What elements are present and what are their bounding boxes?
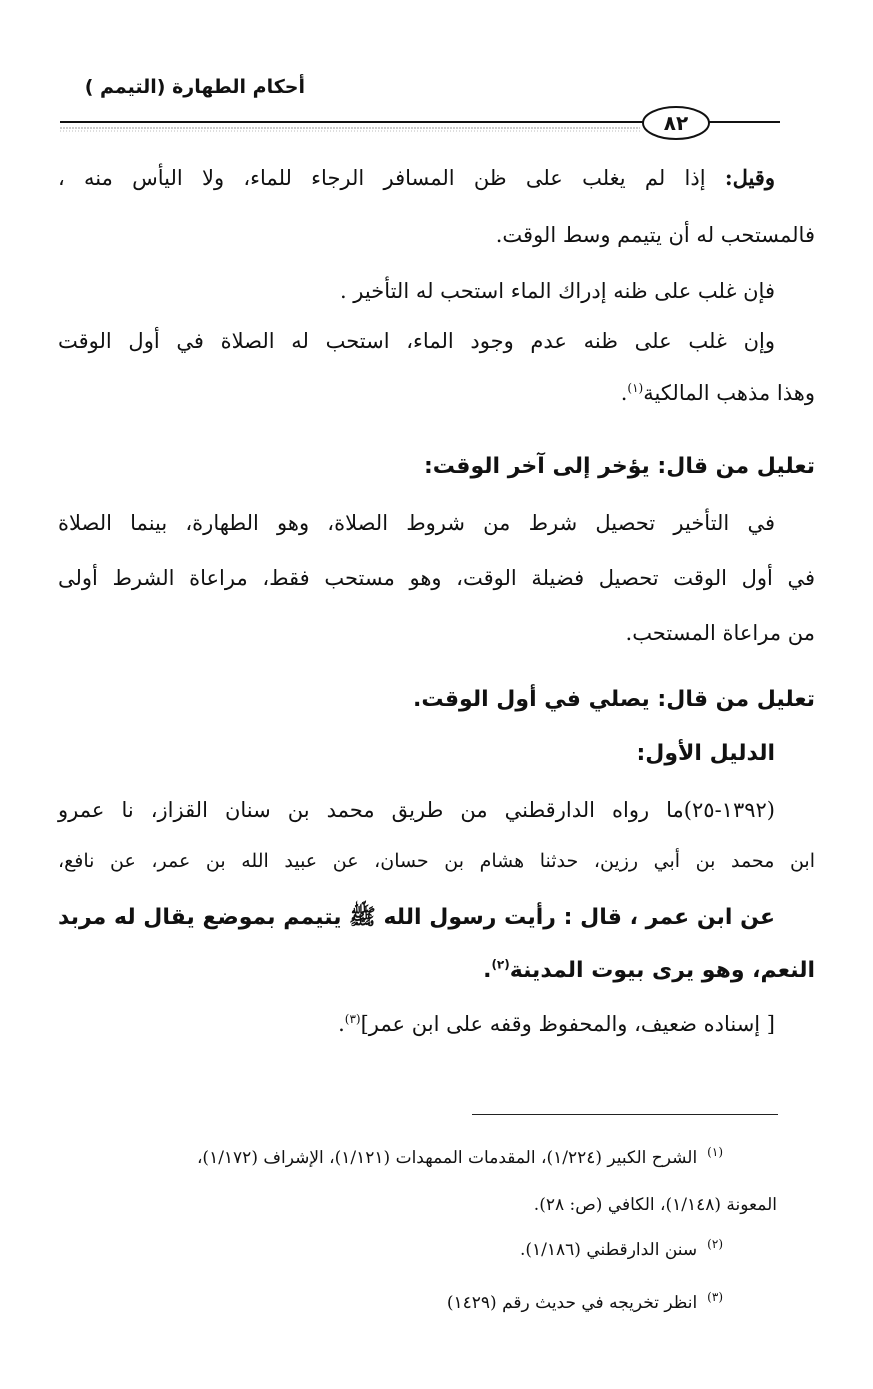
hadith-grade — [338, 1009, 775, 1039]
running-title: أحكام الطهارة (التيمم ) — [84, 76, 305, 98]
paragraph-line: ابن محمد بن أبي رزين، حدثنا هشام بن حسان، عن عبيد الله بن عمر، عن نافع، — [58, 850, 815, 872]
paragraph-line: فإن غلب على ظنه إدراك الماء استحب له التأخير . — [339, 279, 775, 303]
paragraph-line: وإن غلب على ظنه عدم وجود الماء، استحب له الصلاة في أول الوقت — [58, 329, 775, 353]
paragraph-line: من مراعاة المستحب. — [625, 621, 815, 645]
footnote-number: (١) — [707, 1145, 723, 1160]
paragraph-line — [621, 378, 815, 408]
paragraph-line: في أول الوقت تحصيل فضيلة الوقت، وهو مستحب فقط، مراعاة الشرط أولى — [58, 566, 815, 590]
footnote-text: سنن الدارقطني (١/١٨٦). — [519, 1240, 698, 1260]
footnote-text: الشرح الكبير (١/٢٢٤)، المقدمات الممهدات (١/١٢١)، الإشراف (١/١٧٢)، — [196, 1148, 698, 1168]
footnote-reference[interactable]: (٢) — [491, 957, 510, 972]
section-heading: تعليل من قال: يصلي في أول الوقت. — [413, 687, 815, 712]
footnote-number: (٢) — [707, 1237, 723, 1252]
footnote-1-continued: المعونة (١/١٤٨)، الكافي (ص: ٢٨). — [533, 1195, 777, 1215]
punctuation: . — [620, 381, 628, 405]
page-number: ٨٢ — [663, 111, 689, 135]
paragraph-text: إذا لم يغلب على ظن المسافر الرجاء للماء، ولا اليأس منه ، — [58, 166, 725, 190]
footnote-separator — [472, 1114, 778, 1115]
footnote-number: (٣) — [707, 1290, 723, 1305]
hadith-text-line: عن ابن عمر ، قال : رأيت رسول الله ﷺ يتيمم بموضع يقال له مربد — [58, 905, 775, 930]
footnote-3 — [447, 1291, 723, 1315]
punctuation: . — [338, 1012, 345, 1036]
subsection-heading: الدليل الأول: — [636, 741, 775, 766]
paragraph-line — [58, 163, 775, 193]
paragraph-line: فالمستحب له أن يتيمم وسط الوقت. — [495, 223, 815, 247]
paragraph-line: (١٣٩٢-٢٥)ما رواه الدارقطني من طريق محمد بن سنان القزاز، نا عمرو — [58, 798, 775, 822]
hadith-text: النعم، وهو يرى بيوت المدينة — [509, 958, 815, 983]
footnote-reference[interactable]: (١) — [627, 381, 644, 395]
footnote-text: انظر تخريجه في حديث رقم (١٤٢٩) — [446, 1293, 698, 1313]
footnote-reference[interactable]: (٣) — [344, 1012, 361, 1026]
footnote-1 — [197, 1146, 723, 1170]
footnote-2 — [520, 1238, 723, 1262]
grade-text: [ إسناده ضعيف، والمحفوظ وقفه على ابن عمر] — [360, 1012, 775, 1036]
paragraph-line: في التأخير تحصيل شرط من شروط الصلاة، وهو الطهارة، بينما الصلاة — [58, 511, 775, 535]
paragraph-label: وقيل: — [724, 165, 775, 190]
punctuation: . — [483, 958, 492, 983]
hadith-text-line — [483, 955, 815, 987]
paragraph-text: وهذا مذهب المالكية — [643, 381, 815, 405]
section-heading: تعليل من قال: يؤخر إلى آخر الوقت: — [423, 454, 815, 479]
